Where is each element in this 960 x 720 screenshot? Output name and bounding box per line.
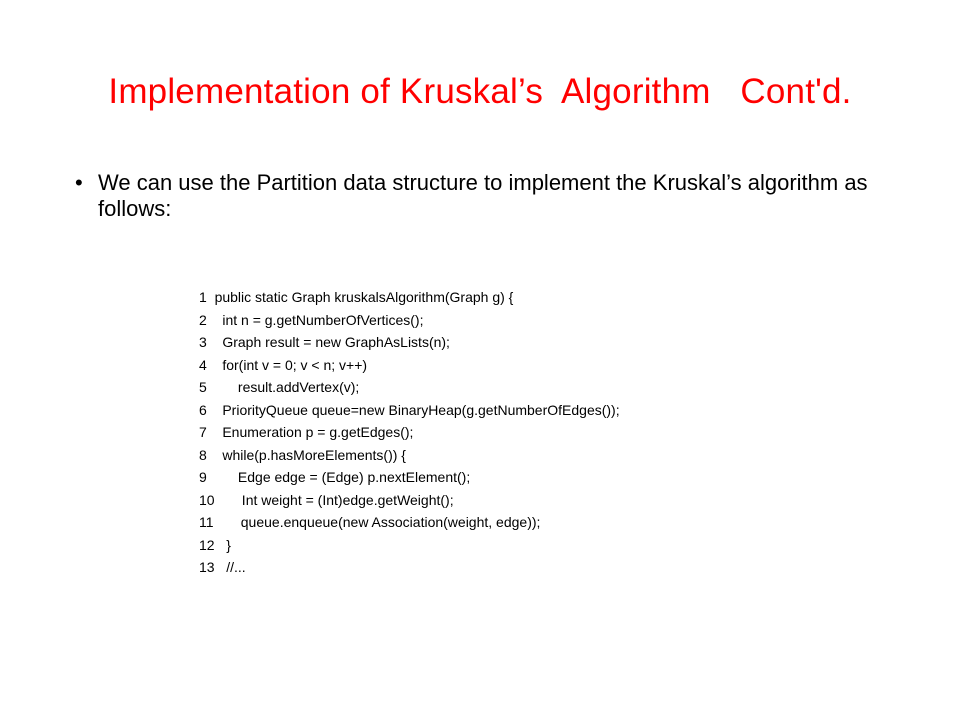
code-line: 12 } bbox=[199, 536, 231, 553]
code-line: 2 int n = g.getNumberOfVertices(); bbox=[199, 311, 424, 328]
code-line: 9 Edge edge = (Edge) p.nextElement(); bbox=[199, 469, 471, 485]
code-line: 10 Int weight = (Int)edge.getWeight(); bbox=[199, 491, 454, 508]
slide-title: Implementation of Kruskal’s Algorithm Cont'd. bbox=[108, 72, 852, 111]
code-line: 8 while(p.hasMoreElements()) { bbox=[199, 446, 406, 463]
code-line: 7 Enumeration p = g.getEdges(); bbox=[199, 424, 414, 440]
bullet-marker: • bbox=[75, 170, 83, 195]
bullet-text: We can use the Partition data structure to implement the Kruskal’s algorithm as follows: bbox=[98, 170, 868, 221]
code-line: 6 PriorityQueue queue=new BinaryHeap(g.getNumberOfEdges()); bbox=[199, 401, 620, 418]
code-line: 11 queue.enqueue(new Association(weight, edge)); bbox=[199, 514, 541, 530]
code-line: 4 for(int v = 0; v < n; v++) bbox=[199, 356, 368, 373]
code-line: 1 public static Graph kruskalsAlgorithm(Graph g) { bbox=[199, 289, 514, 305]
code-listing bbox=[199, 286, 620, 579]
bullet-item bbox=[75, 170, 895, 222]
code-line: 3 Graph result = new GraphAsLists(n); bbox=[199, 334, 450, 350]
code-line: 13 //... bbox=[199, 559, 246, 575]
code-line: 5 result.addVertex(v); bbox=[199, 379, 360, 395]
